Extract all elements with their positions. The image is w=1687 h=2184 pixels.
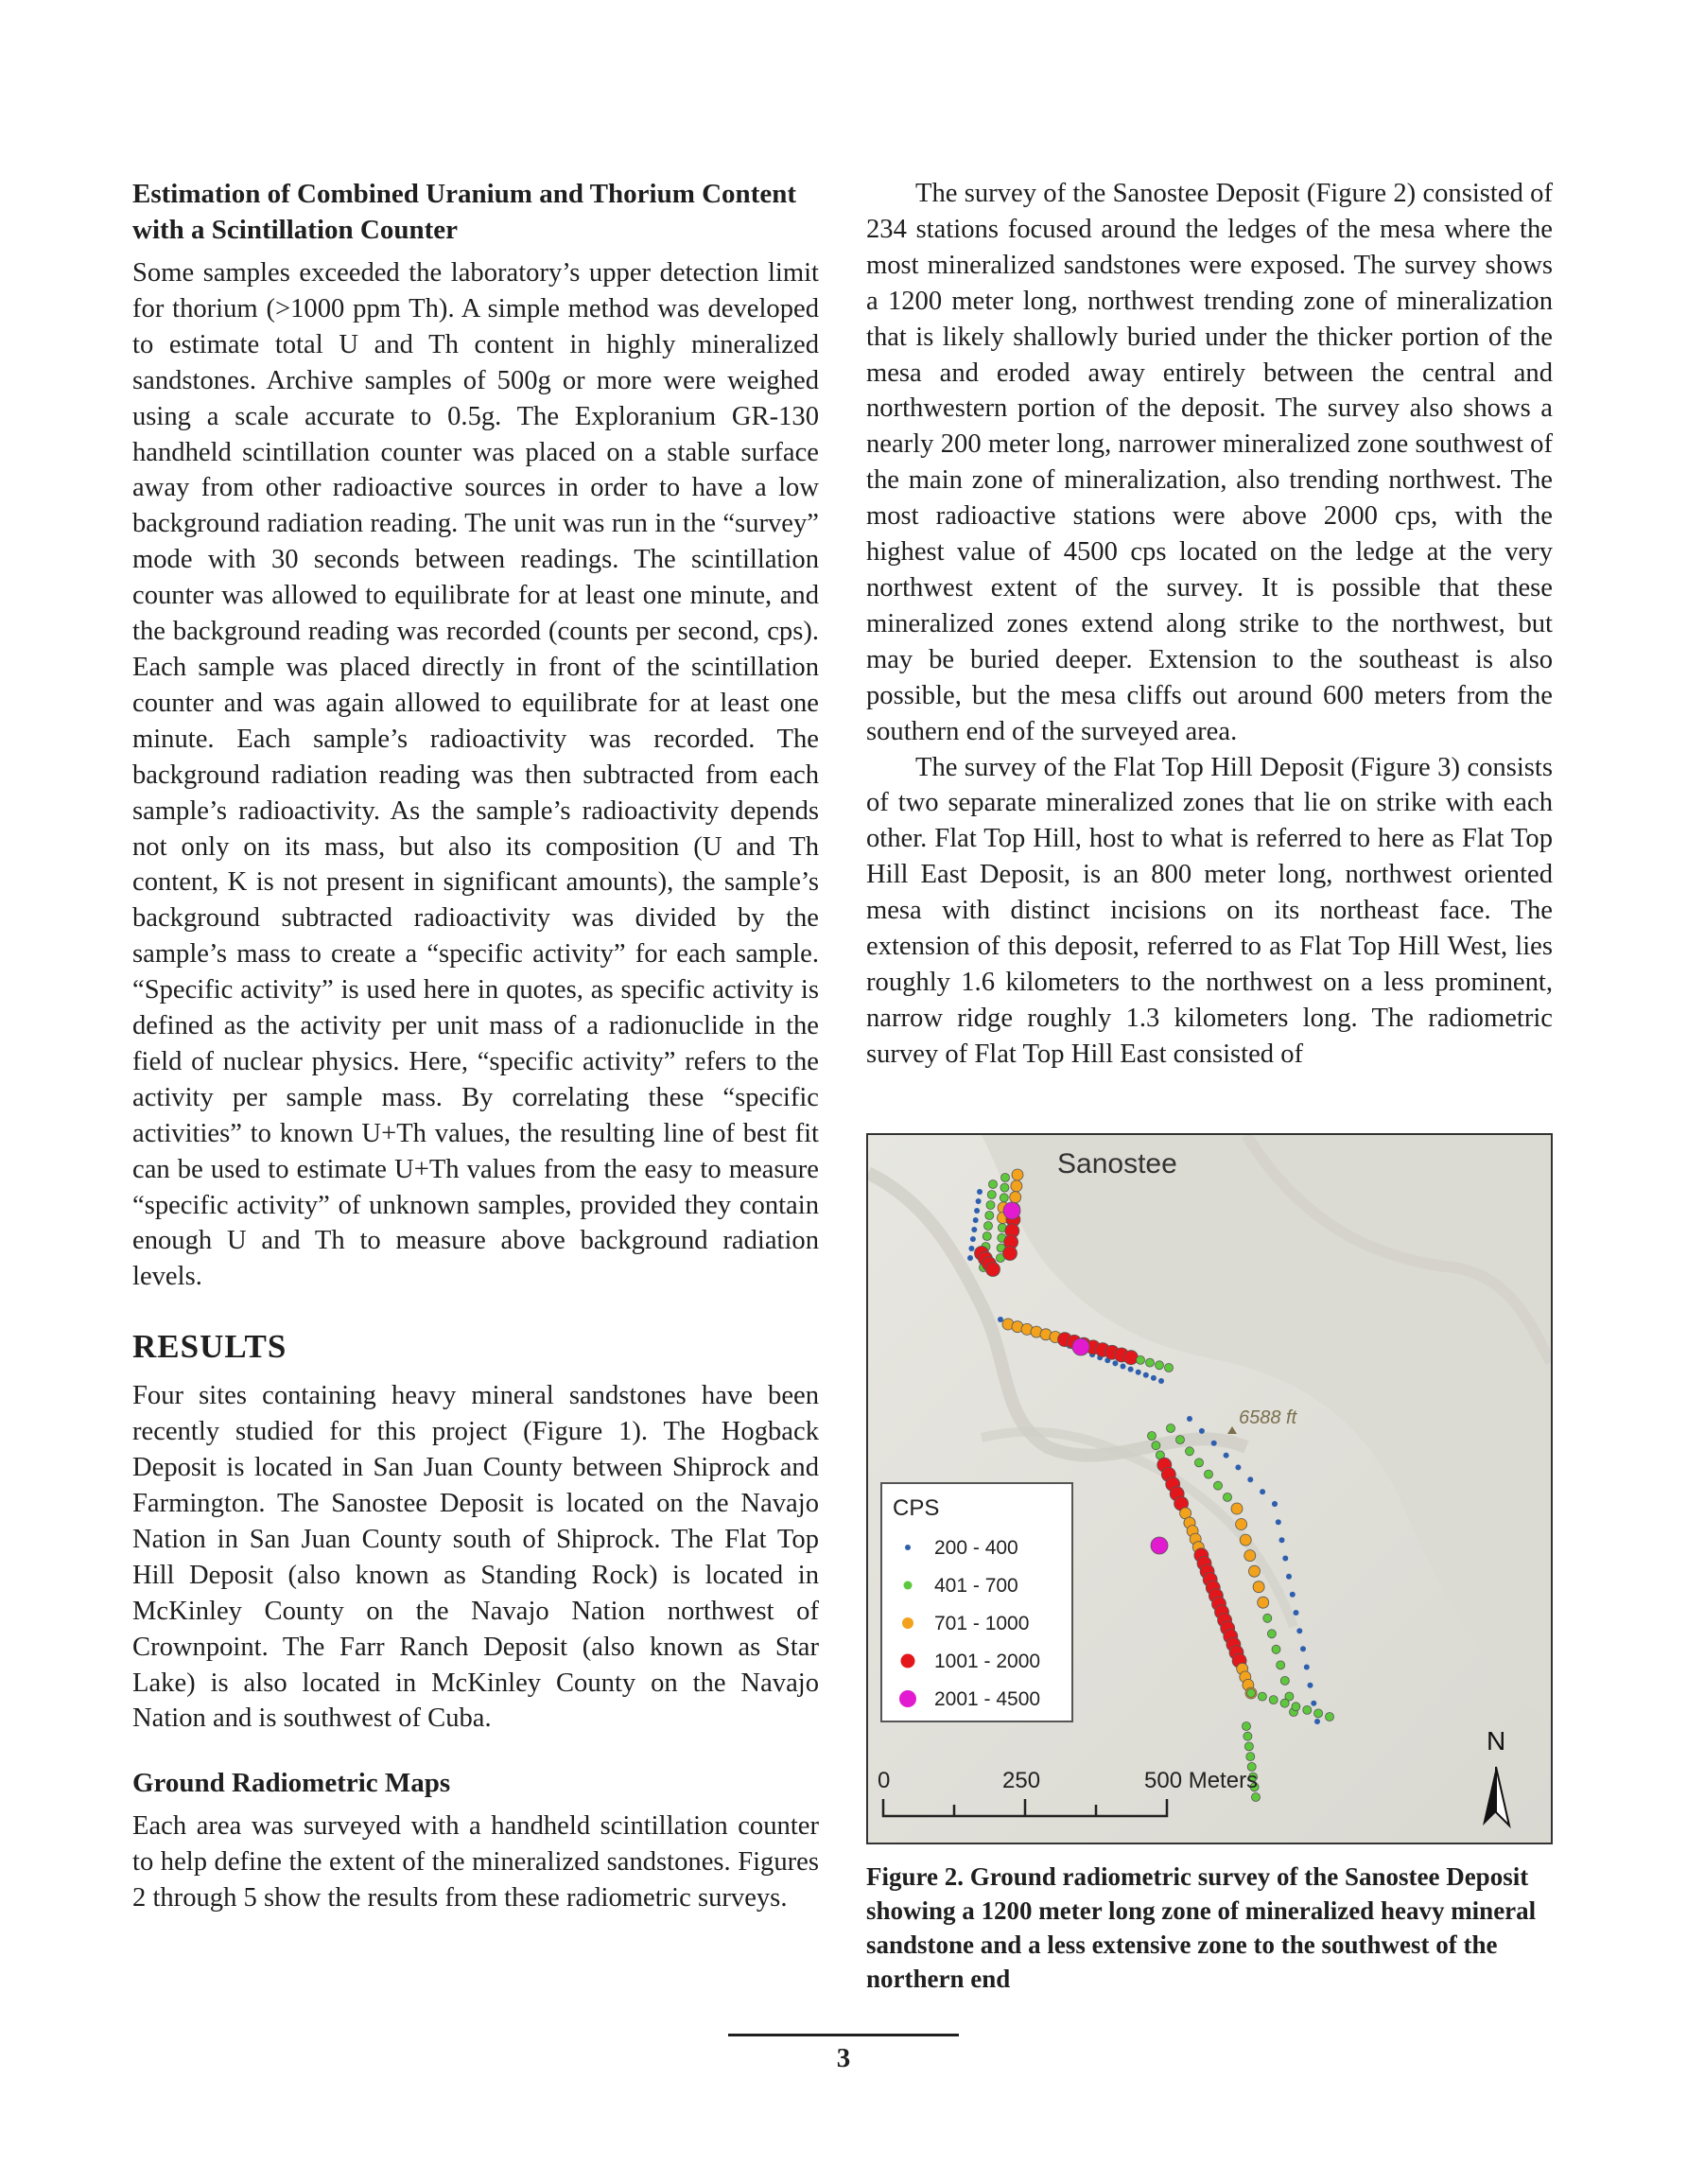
- survey-station-point: [970, 1236, 976, 1242]
- paragraph-radiometric-maps: Each area was surveyed with a handheld scintillation counter to help define the extent of the mineralized sandstones. Figures 2 through 5 show the results from these radiometric surveys.: [132, 1811, 819, 1913]
- survey-station-point: [1267, 1630, 1276, 1638]
- survey-station-point: [1148, 1432, 1157, 1441]
- survey-station-point: [1231, 1503, 1243, 1514]
- survey-station-point: [1072, 1338, 1089, 1355]
- paragraph-flat-top-hill: The survey of the Flat Top Hill Deposit (Figure 3) consists of two separate mineralized zones that lie on strike with each other. Flat Top Hill, host to what is referred to here as Flat Top Hill East Deposit, is an 800 meter long, northwest oriented mesa with distinct incisions on its northeast face. The extension of this deposit, referred to as Flat Top Hill West, lies roughly 1.6 kilometers to the northwest on a less prominent, narrow ridge roughly 1.3 kilometers long. The radiometric survey of Flat Top Hill East consisted of: [866, 752, 1553, 1069]
- survey-station-point: [1282, 1556, 1288, 1562]
- scale-label-500: 500 Meters: [1144, 1768, 1259, 1793]
- survey-station-point: [1314, 1719, 1320, 1724]
- survey-station-point: [1112, 1360, 1118, 1366]
- survey-station-point: [1211, 1441, 1217, 1446]
- survey-station-point: [1128, 1367, 1134, 1372]
- scale-label-250: 250: [1002, 1768, 1041, 1793]
- survey-station-point: [1187, 1416, 1192, 1422]
- survey-station-point: [1151, 1375, 1157, 1381]
- legend-swatch: [901, 1654, 915, 1669]
- survey-station-point: [1001, 1174, 1010, 1182]
- survey-station-point: [1314, 1709, 1323, 1718]
- survey-station-point: [1214, 1481, 1223, 1490]
- survey-station-point: [1272, 1645, 1280, 1653]
- section-heading-estimation: Estimation of Combined Uranium and Thorium Content with a Scintillation Counter: [132, 179, 797, 245]
- survey-station-point: [1235, 1464, 1241, 1470]
- survey-station-point: [1011, 1180, 1022, 1192]
- survey-station-point: [1195, 1459, 1204, 1467]
- section-heading-radiometric-maps: Ground Radiometric Maps: [132, 1768, 451, 1799]
- survey-station-point: [1280, 1699, 1289, 1707]
- survey-station-point: [1292, 1703, 1300, 1711]
- survey-station-point: [1243, 1722, 1251, 1731]
- survey-station-point: [1277, 1661, 1285, 1669]
- survey-station-point: [987, 1191, 996, 1199]
- survey-station-point: [1252, 1793, 1261, 1802]
- survey-station-point: [1143, 1372, 1149, 1378]
- survey-station-point: [1165, 1364, 1174, 1372]
- survey-station-point: [986, 1201, 995, 1210]
- scale-label-0: 0: [878, 1768, 891, 1793]
- survey-station-point: [1010, 1192, 1021, 1203]
- survey-station-point: [1304, 1665, 1310, 1670]
- survey-station-point: [1136, 1370, 1141, 1375]
- survey-station-point: [1137, 1355, 1145, 1364]
- figure-caption: Figure 2. Ground radiometric survey of the Sanostee Deposit showing a 1200 meter long zone of mineralized heavy mineral sandstone and a less extensive zone to the southwest of the northern end: [866, 1862, 1537, 1993]
- survey-station-point: [989, 1180, 998, 1189]
- survey-station-point: [1121, 1364, 1126, 1370]
- survey-station-point: [1186, 1447, 1194, 1456]
- survey-station-point: [1290, 1592, 1296, 1598]
- legend-swatch: [904, 1581, 913, 1590]
- legend-swatch: [902, 1617, 913, 1629]
- survey-station-point: [1308, 1683, 1313, 1688]
- survey-station-point: [1224, 1493, 1232, 1501]
- survey-station-point: [983, 1232, 991, 1241]
- survey-station-point: [1244, 1550, 1256, 1562]
- survey-station-point: [1269, 1696, 1278, 1704]
- survey-station-point: [1326, 1713, 1334, 1721]
- survey-station-point: [977, 1189, 983, 1195]
- survey-station-point: [1000, 1183, 1009, 1192]
- survey-station-point: [984, 1222, 993, 1231]
- legend-label: 2001 - 4500: [934, 1688, 1041, 1710]
- survey-station-point: [1146, 1358, 1155, 1367]
- right-column: [866, 176, 1553, 1073]
- legend-label: 401 - 700: [934, 1575, 1018, 1597]
- paragraph-sanostee: The survey of the Sanostee Deposit (Figure 2) consisted of 234 stations focused around the ledges of the mesa where the most mineralized sandstones were exposed. The survey shows a 1200 meter long, northwest trending zone of mineralization that is likely shallowly buried under the thicker portion of the mesa and eroded away entirely between the central and northwestern portion of the deposit. The survey also shows a nearly 200 meter long, narrower mineralized zone southwest of the main zone of mineralization, also trending northwest. The most radioactive stations were above 2000 cps, with the highest value of 4500 cps located on the ledge at the very northwest extent of the survey. It is possible that these mineralized zones extend along strike to the northwest, but may be buried deeper. Extension to the southeast is also possible, but the mesa cliffs out around 600 meters from the southern end of the surveyed area.: [866, 179, 1553, 746]
- survey-station-point: [1012, 1169, 1023, 1180]
- survey-station-point: [1240, 1534, 1251, 1546]
- figure-sanostee-map: [866, 1133, 1553, 1844]
- survey-station-point: [1156, 1361, 1164, 1370]
- survey-station-point: [1152, 1441, 1160, 1450]
- survey-station-point: [998, 1317, 1003, 1322]
- paragraph-results: Four sites containing heavy mineral sandstones have been recently studied for this project (Figure 1). The Hogback Deposit is located in San Juan County between Shiprock and Farmington. The Sanostee Deposit is located on the Navajo Nation in San Juan County south of Shiprock. The Flat Top Hill Deposit (also known as Standing Rock) is located in McKinley County on the Navajo Nation northwest of Crownpoint. The Farr Ranch Deposit (also known as Star Lake) is also located in McKinley County on the Navajo Nation and is southwest of Cuba.: [132, 1381, 819, 1734]
- survey-station-point: [1246, 1753, 1255, 1761]
- survey-station-point: [1000, 1194, 1008, 1202]
- survey-station-point: [1263, 1614, 1272, 1622]
- survey-station-point: [967, 1255, 973, 1261]
- page-number-rule: [728, 2034, 959, 2036]
- survey-station-point: [1258, 1692, 1266, 1701]
- survey-station-point: [976, 1198, 982, 1204]
- survey-station-point: [1253, 1581, 1264, 1593]
- paragraph-estimation: Some samples exceeded the laboratory’s upper detection limit for thorium (>1000 ppm Th). A simple method was developed to estimate total U and Th content in highly mineralized sandstones. Archive samples of 500g or more were weighed using a scale accurate to 0.5g. The Exploranium GR-130 handheld scintillation counter was placed on a stable surface away from other radioactive sources in order to have a low background radiation reading. The unit was run in the “survey” mode with 30 seconds between readings. The scintillation counter was allowed to equilibrate for at least one minute, and the background reading was recorded (counts per second, cps). Each sample was placed directly in front of the scintillation counter and was again allowed to equilibrate for at least one minute. Each sample’s radioactivity was recorded. The background radiation reading was then subtracted from each sample’s radioactivity. As the sample’s radioactivity depends not only on its mass, but also its composition (U and Th content, K is not present in significant amounts), the sample’s background subtracted radioactivity was divided by the sample’s mass to create a “specific activity” for each sample. “Specific activity” is used here in quotes, as specific activity is defined as the activity per unit mass of a radionuclide in the field of nuclear physics. Here, “specific activity” refers to the activity per sample mass. By correlating these “specific activities” to known U+Th values, the resulting line of best fit can be used to estimate U+Th values from the easy to measure “specific activity” of unknown samples, provided they contain enough U and Th to measure above background radiation levels.: [132, 258, 819, 1292]
- legend-swatch: [899, 1690, 916, 1707]
- survey-station-point: [1003, 1247, 1017, 1261]
- section-heading-results: RESULTS: [132, 1328, 287, 1366]
- survey-station-point: [1276, 1519, 1281, 1525]
- survey-station-point: [1205, 1470, 1213, 1478]
- survey-station-point: [1272, 1501, 1278, 1507]
- survey-station-point: [1003, 1202, 1020, 1219]
- legend: [881, 1483, 1072, 1721]
- north-label: N: [1487, 1726, 1506, 1756]
- survey-station-point: [986, 1263, 1000, 1277]
- survey-station-point: [973, 1217, 979, 1223]
- survey-station-point: [971, 1227, 977, 1232]
- survey-station-point: [1176, 1436, 1185, 1444]
- survey-station-point: [1294, 1610, 1299, 1616]
- map-title: Sanostee: [1057, 1148, 1177, 1179]
- survey-station-point: [1296, 1628, 1302, 1634]
- survey-station-point: [1260, 1489, 1265, 1494]
- legend-swatch: [905, 1545, 911, 1550]
- survey-station-point: [1280, 1676, 1289, 1685]
- survey-station-point: [1158, 1378, 1164, 1384]
- survey-station-point: [1244, 1732, 1252, 1740]
- map-svg: [868, 1135, 1551, 1843]
- survey-station-point: [1311, 1701, 1316, 1706]
- survey-station-point: [1279, 1537, 1285, 1543]
- survey-station-point: [974, 1208, 980, 1214]
- survey-station-point: [1300, 1646, 1306, 1651]
- survey-station-point: [1224, 1453, 1229, 1459]
- survey-station-point: [1151, 1537, 1168, 1554]
- survey-station-point: [1247, 1689, 1256, 1698]
- page-number: 3: [836, 2043, 851, 2073]
- legend-label: 200 - 400: [934, 1537, 1018, 1559]
- elevation-label: 6588 ft: [1239, 1407, 1297, 1428]
- survey-station-point: [1199, 1428, 1205, 1434]
- survey-station-point: [1236, 1519, 1247, 1530]
- legend-label: 1001 - 2000: [934, 1651, 1041, 1672]
- survey-station-point: [968, 1246, 974, 1251]
- survey-station-point: [1167, 1424, 1175, 1433]
- survey-station-point: [1303, 1705, 1312, 1714]
- survey-station-point: [1258, 1597, 1269, 1608]
- survey-station-point: [985, 1212, 994, 1220]
- survey-station-point: [1244, 1742, 1253, 1751]
- survey-station-point: [1247, 1476, 1253, 1482]
- legend-label: 701 - 1000: [934, 1613, 1030, 1634]
- survey-station-point: [1249, 1565, 1261, 1577]
- survey-station-point: [1286, 1574, 1292, 1580]
- legend-title: CPS: [893, 1495, 940, 1521]
- left-column: [132, 176, 819, 1916]
- survey-station-point: [1124, 1351, 1139, 1365]
